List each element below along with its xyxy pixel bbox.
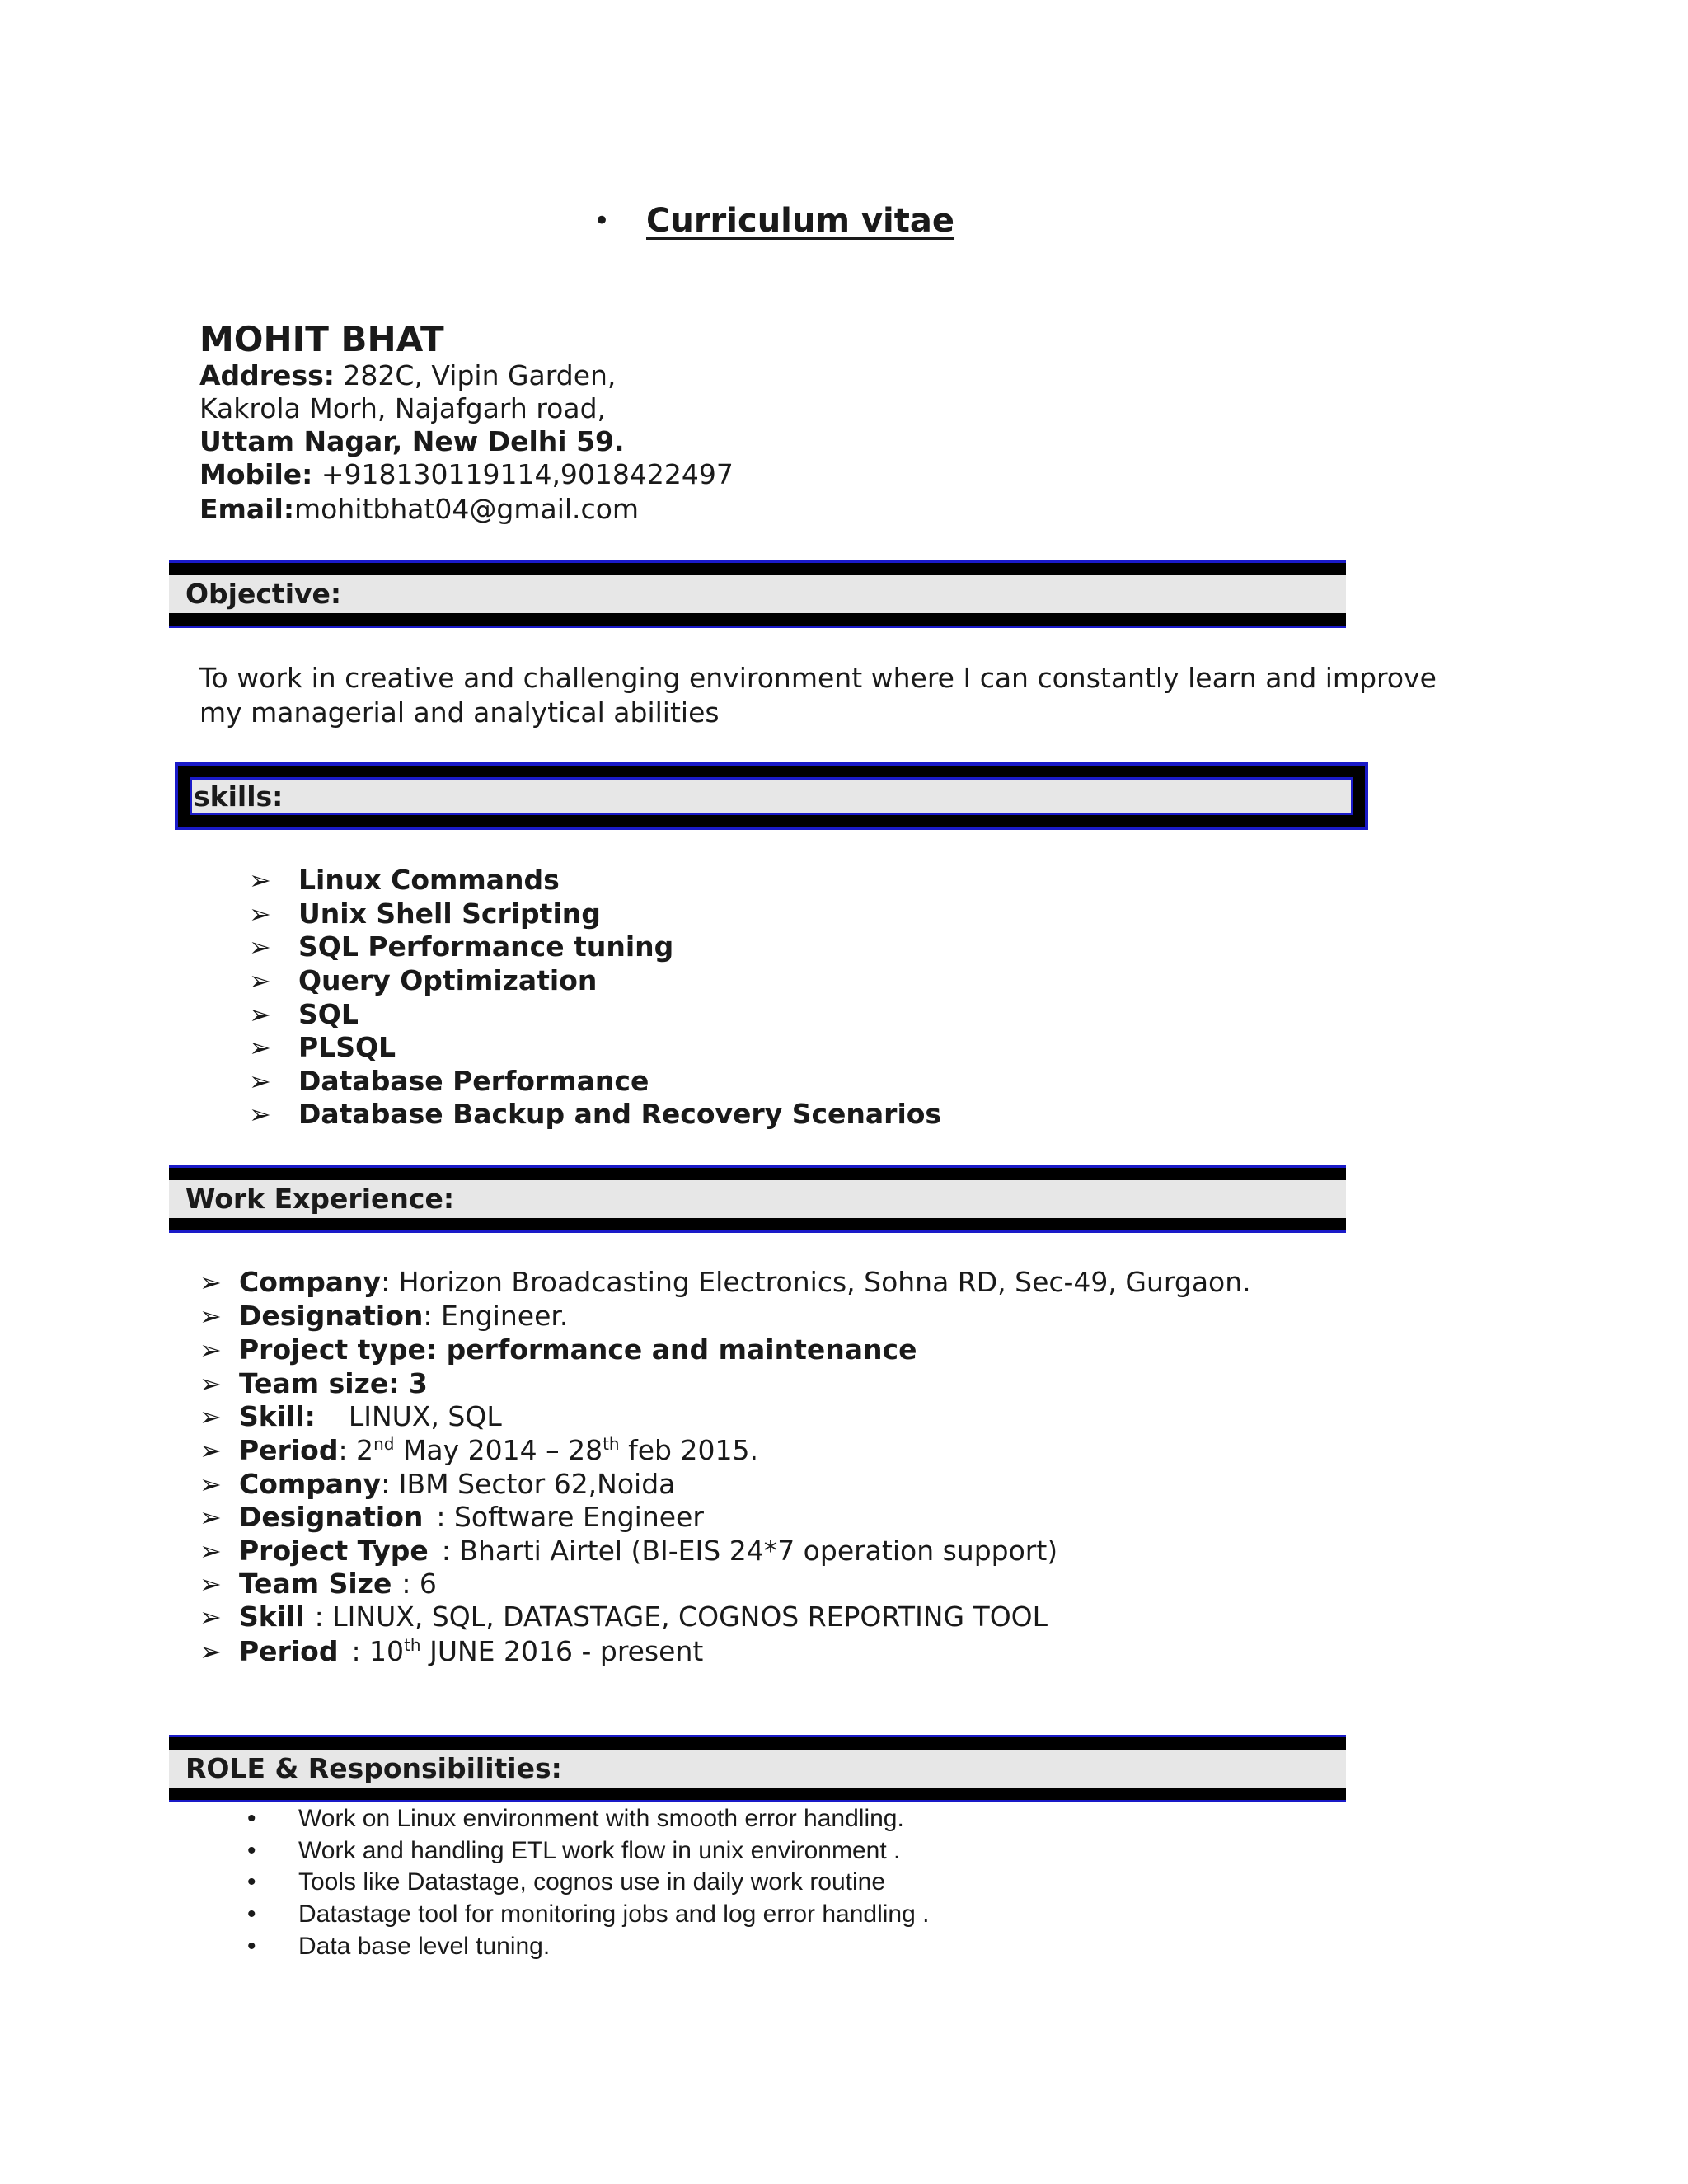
objective-heading: Objective: [185,578,342,610]
arrow-bullet-icon: ➢ [199,1334,222,1366]
address-line-2: Kakrola Morh, Najafgarh road, [199,392,607,424]
bullet-icon: • [247,1837,256,1864]
skill-item: Unix Shell Scripting [298,898,601,930]
arrow-bullet-icon: ➢ [199,1368,222,1399]
experience-heading: Work Experience: [185,1183,455,1215]
roles-section-bar [169,1735,1346,1802]
experience-label: Designation [239,1501,424,1533]
arrow-bullet-icon: ➢ [249,1099,271,1130]
experience-item: Team size: 3 [239,1367,428,1399]
arrow-bullet-icon: ➢ [199,1535,222,1567]
experience-item: Project type: performance and maintenance [239,1333,917,1366]
skills-section-bar [175,762,1368,830]
skill-item: Database Performance [298,1065,649,1097]
skill-item: SQL [298,998,359,1030]
experience-label: Designation [239,1300,424,1332]
experience-item [239,1400,502,1433]
arrow-bullet-icon: ➢ [249,931,271,963]
role-item: Work on Linux environment with smooth error handling. [298,1805,904,1832]
experience-label: Company [239,1266,382,1298]
experience-item [239,1300,568,1333]
title-bullet: • [593,204,611,237]
address-value-1: 282C, Vipin Garden, [343,359,617,391]
address-line-1 [199,359,616,392]
arrow-bullet-icon: ➢ [199,1636,222,1667]
arrow-bullet-icon: ➢ [199,1469,222,1500]
experience-item [239,1266,1251,1299]
experience-item [239,1568,437,1601]
bullet-icon: • [247,1868,256,1896]
experience-item [239,1601,1048,1633]
objective-section-bar [169,560,1346,628]
experience-value: LINUX, SQL [348,1400,502,1432]
role-item: Data base level tuning. [298,1933,551,1960]
experience-value: : IBM Sector 62,Noida [381,1468,676,1500]
email-value: mohitbhat04@gmail.com [294,493,640,525]
experience-value: : Engineer. [423,1300,569,1332]
objective-line-1: To work in creative and challenging environment where I can constantly learn and improve [199,662,1437,694]
arrow-bullet-icon: ➢ [249,1032,271,1063]
candidate-name: MOHIT BHAT [199,319,444,359]
role-item: Tools like Datastage, cognos use in daily work routine [298,1868,886,1896]
arrow-bullet-icon: ➢ [249,865,271,896]
arrow-bullet-icon: ➢ [199,1568,222,1600]
arrow-bullet-icon: ➢ [199,1435,222,1466]
arrow-bullet-icon: ➢ [199,1502,222,1533]
arrow-bullet-icon: ➢ [249,965,271,996]
experience-item [239,1501,704,1534]
mobile-line [199,458,734,491]
mobile-value: +918130119114,9018422497 [321,458,734,490]
skill-item: Query Optimization [298,964,598,996]
skill-item: Database Backup and Recovery Scenarios [298,1098,942,1130]
arrow-bullet-icon: ➢ [199,1401,222,1432]
document-title: Curriculum vitae [646,202,955,240]
email-line [199,493,639,526]
arrow-bullet-icon: ➢ [199,1267,222,1298]
experience-item [239,1468,675,1501]
arrow-bullet-icon: ➢ [199,1601,222,1633]
experience-section-bar [169,1165,1346,1233]
skill-item: PLSQL [298,1031,396,1063]
experience-label: Skill: [239,1400,316,1432]
experience-label: Project Type [239,1535,429,1567]
skills-heading: skills: [194,780,284,813]
objective-line-2: my managerial and analytical abilities [199,696,720,729]
roles-heading: ROLE & Responsibilities: [185,1752,562,1784]
experience-item: Period : 10th JUNE 2016 - present [239,1635,704,1667]
arrow-bullet-icon: ➢ [249,898,271,930]
experience-value: : Horizon Broadcasting Electronics, Sohna RD, Sec-49, Gurgaon. [381,1266,1251,1298]
role-item: Datastage tool for monitoring jobs and log error handling . [298,1900,930,1928]
email-label: Email: [199,493,295,525]
mobile-label: Mobile: [199,458,313,490]
experience-item [239,1535,1057,1568]
bullet-icon: • [247,1900,256,1928]
experience-label: Skill [239,1601,305,1633]
experience-label: Period [239,1635,339,1667]
skill-item: Linux Commands [298,864,560,896]
experience-value: : 6 [401,1568,437,1600]
arrow-bullet-icon: ➢ [249,1066,271,1097]
bullet-icon: • [247,1933,256,1960]
experience-label: Company [239,1468,382,1500]
experience-value: : LINUX, SQL, DATASTAGE, COGNOS REPORTING TOOL [314,1601,1048,1633]
experience-label: Period [239,1434,339,1466]
experience-value: : Bharti Airtel (BI-EIS 24*7 operation support) [441,1535,1058,1567]
experience-item: Period: 2nd May 2014 – 28th feb 2015. [239,1434,758,1466]
role-item: Work and handling ETL work flow in unix environment . [298,1837,901,1864]
arrow-bullet-icon: ➢ [199,1301,222,1332]
skill-item: SQL Performance tuning [298,930,674,963]
experience-value: : Software Engineer [436,1501,704,1533]
arrow-bullet-icon: ➢ [249,999,271,1030]
experience-label: Team Size [239,1568,392,1600]
address-line-3: Uttam Nagar, New Delhi 59. [199,425,625,457]
bullet-icon: • [247,1805,256,1832]
address-label: Address: [199,359,335,391]
